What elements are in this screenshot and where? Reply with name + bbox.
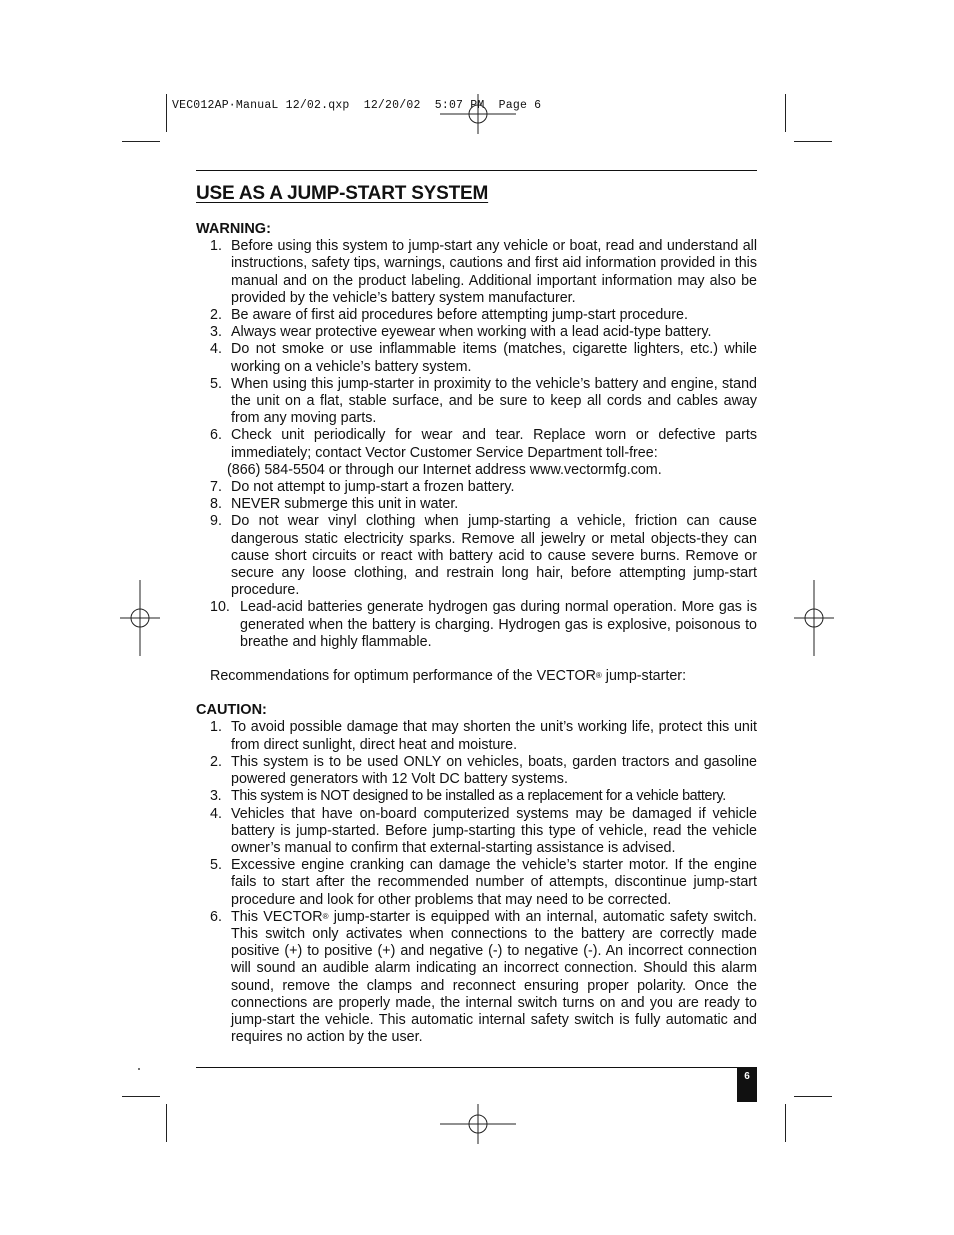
crop-mark (122, 1096, 160, 1097)
list-item: 4. Do not smoke or use inflammable items (matches, cigarette lighters, etc.) while working on a vehicle’s battery system. (210, 341, 757, 375)
crop-mark (166, 94, 167, 132)
list-item: 2. Be aware of first aid procedures before attempting jump-start procedure. (210, 307, 688, 324)
registration-mark-icon (440, 94, 516, 138)
crop-mark (122, 141, 160, 142)
list-item: 4. Vehicles that have on-board computerized systems may be damaged if vehicle battery is jump-started. Before jump-starting this type of vehicle, read the vehicle owner’s manual to confirm that external-starting assistance is advised. (210, 805, 757, 856)
crop-mark (785, 94, 786, 132)
crop-mark (166, 1104, 167, 1142)
list-item: 1. To avoid possible damage that may shorten the unit’s working life, protect this unit from direct sunlight, direct heat and moisture. (210, 719, 757, 753)
footer-rule (196, 1067, 757, 1068)
list-item: 9. Do not wear vinyl clothing when jump-starting a vehicle, friction can cause dangerous static electricity sparks. Remove all jewelry or metal objects-they can cause short circuits or react with battery acid to cause severe burns. Remove or secure any loose clothing, and restrain long hair, before attempting jump-start procedure. (210, 513, 757, 599)
caution-list (196, 719, 757, 1046)
warning-heading: WARNING: (196, 221, 271, 237)
list-item: 5. Excessive engine cranking can damage the vehicle’s starter motor. If the engine fails to start after the recommended number of attempts, discontinue jump-start procedure and look for other problems that may need to be corrected. (210, 857, 757, 908)
list-item: 7. Do not attempt to jump-start a frozen battery. (210, 479, 515, 496)
page-number: 6 (737, 1068, 757, 1102)
warning-list (196, 238, 757, 651)
header-rule (196, 170, 757, 171)
speck (138, 1068, 140, 1070)
crop-mark (785, 1104, 786, 1142)
recommendation-text: Recommendations for optimum performance of the VECTOR® jump-starter: (210, 668, 687, 685)
caution-heading: CAUTION: (196, 702, 267, 719)
list-item: 5. When using this jump-starter in proximity to the vehicle’s battery and engine, stand the unit on a flat, stable surface, and be sure to keep all cords and cables away from any moving parts. (210, 375, 757, 427)
registration-mark-icon (440, 1104, 516, 1144)
page-title: USE AS A JUMP-START SYSTEM (196, 183, 489, 204)
registration-mark-icon (120, 580, 160, 656)
list-item: 2. This system is to be used ONLY on vehicles, boats, garden tractors and gasoline powered generators with 12 Volt DC battery systems. (210, 753, 757, 788)
list-item: 3. Always wear protective eyewear when working with a lead acid-type battery. (210, 324, 712, 341)
list-item: 3. This system is NOT designed to be installed as a replacement for a vehicle battery. (210, 788, 726, 805)
printer-slug-line: VEC012AP·ManuaL 12/02.qxp 12/20/02 5:07 PM Page 6 (172, 99, 542, 112)
registration-mark-icon (794, 580, 834, 656)
list-item: 8. NEVER submerge this unit in water. (210, 496, 459, 513)
list-item: 6. This VECTOR® jump-starter is equipped with an internal, automatic safety switch. This switch only activates when connections to the battery are correctly made positive (+) to positive (+) and negative (-) to negative (-). An incorrect connection will sound an audible alarm indicating an incorrect connection. Should this alarm sound, remove the clamps and reconnect ensuring proper polarity. Once the connections are properly made, the internal switch turns on and you are ready to jump-start the vehicle. This automatic internal safety switch is fully automatic and requires no action by the user. (210, 908, 757, 1046)
list-item: 6. Check unit periodically for wear and tear. Replace worn or defective parts immediately; contact Vector Customer Service Department toll-free: (866) 584-5504 or through our Internet address www.vectormfg.com. (210, 427, 757, 478)
list-item: 10. Lead-acid batteries generate hydrogen gas during normal operation. More gas is generated when the battery is charging. Hydrogen gas is explosive, poisonous to breathe and highly flammable. (210, 599, 757, 650)
list-item: 1. Before using this system to jump-start any vehicle or boat, read and understand all instructions, safety tips, warnings, cautions and first aid information provided in this manual and on the product labeling. Additional important information may also be provided by the vehicle’s battery system manufacturer. (210, 238, 757, 306)
main-content (196, 221, 757, 1046)
contact-line: (866) 584-5504 or through our Internet address www.vectormfg.com. (227, 461, 662, 478)
crop-mark (794, 1096, 832, 1097)
crop-mark (794, 141, 832, 142)
